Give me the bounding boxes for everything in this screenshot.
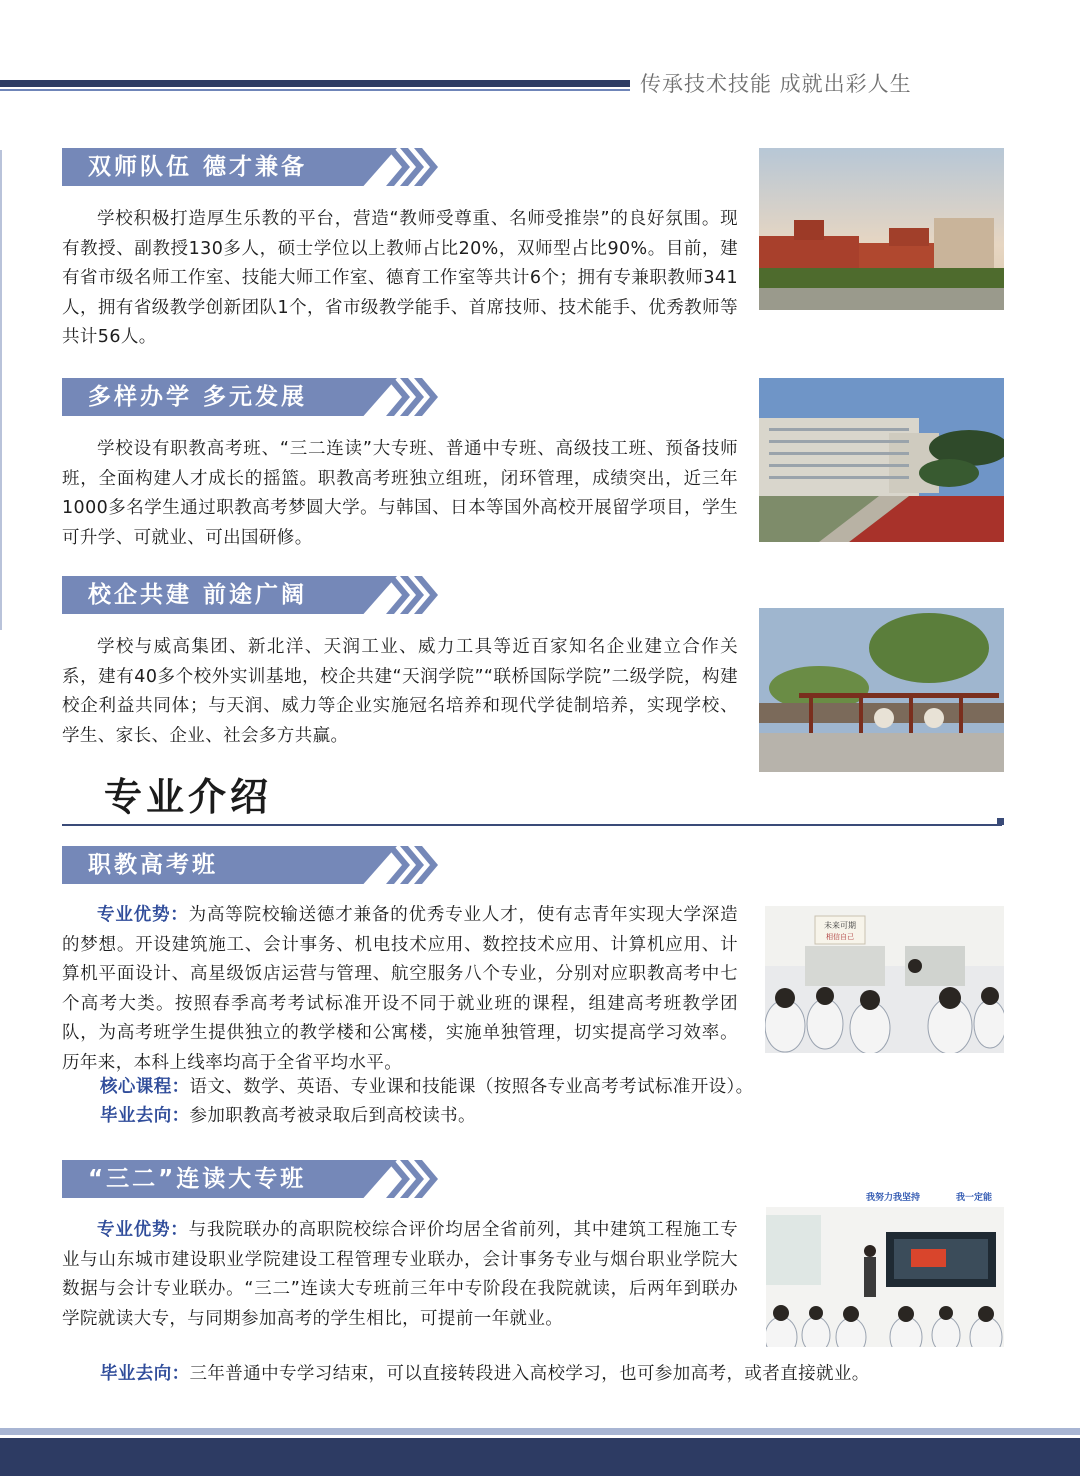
major-advantage-exam <box>62 901 738 1078</box>
footer-bar-accent <box>0 1428 1080 1435</box>
section-title: 多样办学 多元发展 <box>88 384 308 410</box>
section-banner-enterprise <box>62 576 434 614</box>
footer-bar <box>0 1438 1080 1476</box>
major-advantage-college <box>62 1216 738 1334</box>
classroom-photo-students <box>765 906 1004 1053</box>
photo-sign-2: 相信自己 <box>826 933 854 941</box>
campus-photo-main-building <box>759 378 1004 542</box>
section-title: 双师队伍 德才兼备 <box>88 154 308 180</box>
advantage-label: 专业优势： <box>97 905 189 925</box>
left-edge-line <box>0 150 2 630</box>
section-text-enterprise: 学校与威高集团、新北洋、天润工业、威力工具等近百家知名企业建立合作关系，建有40多个校外实训基地，校企共建“天润学院”“联桥国际学院”二级学院，构建校企利益共同体；与天润、威力等企业实施冠名培养和现代学徒制培养，实现学校、学生、家长、企业、社会多方共赢。 <box>62 637 738 746</box>
major-title: “三二”连读大专班 <box>88 1166 307 1192</box>
course-label: 核心课程： <box>100 1077 190 1097</box>
advantage-text: 为高等院校输送德才兼备的优秀专业人才，使有志青年实现大学深造的梦想。开设建筑施工、会计事务、机电技术应用、数控技术应用、计算机应用、计算机平面设计、高星级饭店运营与管理、航空服务八个专业，分别对应职教高考中七个高考大类。按照春季高考考试标准开设不同于就业班的课程，组建高考班教学团队，为高考班学生提供独立的教学楼和公寓楼，实施单独管理，切实提高学习效率。历年来，本科上线率均高于全省平均水平。 <box>62 905 739 1073</box>
section-text-teachers: 学校积极打造厚生乐教的平台，营造“教师受尊重、名师受推崇”的良好氛围。现有教授、副教授130多人，硕士学位以上教师占比20%，双师型占比90%。目前，建有省市级名师工作室、技能大师工作室、德育工作室等共计6个；拥有专兼职教师341人，拥有省级教学创新团队1个，省市级教学能手、首席技师、技术能手、优秀教师等共计56人。 <box>62 209 738 347</box>
stripes-decoration-icon <box>380 576 440 614</box>
majors-divider-end <box>997 818 1004 825</box>
header-bar-accent <box>0 89 630 91</box>
destination-label: 毕业去向： <box>100 1364 190 1384</box>
stripes-decoration-icon <box>380 378 440 416</box>
campus-photo-corridor <box>759 608 1004 772</box>
majors-divider <box>62 824 1002 826</box>
photo-slogan-1: 我努力我坚持 <box>866 1193 921 1203</box>
major-banner-college <box>62 1160 434 1198</box>
major-banner-exam <box>62 846 434 884</box>
header-motto: 传承技术技能 成就出彩人生 <box>640 72 912 96</box>
major-destination-college <box>100 1360 870 1389</box>
classroom-photo-lecture <box>766 1187 1004 1347</box>
section-banner-diverse <box>62 378 434 416</box>
photo-sign-1: 未来可期 <box>824 921 856 930</box>
majors-title: 专业介绍 <box>104 775 273 819</box>
header-bar <box>0 80 630 87</box>
stripes-decoration-icon <box>380 1160 440 1198</box>
stripes-decoration-icon <box>380 148 440 186</box>
major-course-exam <box>100 1073 754 1102</box>
destination-text: 三年普通中专学习结束，可以直接转段进入高校学习，也可参加高考，或者直接就业。 <box>189 1364 870 1384</box>
campus-photo-buildings <box>759 148 1004 310</box>
destination-text: 参加职教高考被录取后到高校读书。 <box>189 1106 476 1126</box>
advantage-text: 与我院联办的高职院校综合评价均居全省前列，其中建筑工程施工专业与山东城市建设职业学院建设工程管理专业联办，会计事务专业与烟台职业学院大数据与会计专业联办。“三二”连读大专班前三年中专阶段在我院就读，后两年到联办学院就读大专，与同期参加高考的学生相比，可提前一年就业。 <box>62 1220 739 1329</box>
major-destination-exam <box>100 1102 476 1131</box>
major-title: 职教高考班 <box>88 852 218 878</box>
advantage-label: 专业优势： <box>97 1220 189 1240</box>
course-text: 语文、数学、英语、专业课和技能课（按照各专业高考考试标准开设）。 <box>189 1077 754 1097</box>
stripes-decoration-icon <box>380 846 440 884</box>
photo-slogan-2: 我一定能 <box>956 1193 993 1203</box>
section-text-diverse: 学校设有职教高考班、“三二连读”大专班、普通中专班、高级技工班、预备技师班，全面构建人才成长的摇篮。职教高考班独立组班，闭环管理，成绩突出，近三年1000多名学生通过职教高考梦圆大学。与韩国、日本等国外高校开展留学项目，学生可升学、可就业、可出国研修。 <box>62 439 738 548</box>
section-title: 校企共建 前途广阔 <box>88 582 308 608</box>
section-banner-teachers <box>62 148 434 186</box>
destination-label: 毕业去向： <box>100 1106 190 1126</box>
